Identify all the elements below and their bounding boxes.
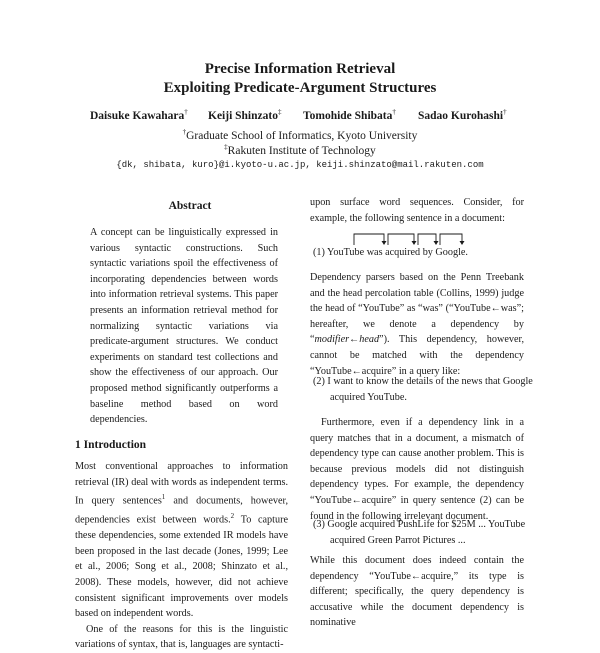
example-sentence-3: (3) Google acquired PushLife for $25M ... YouTube acquired Green Parrot Pictures ... (313, 519, 526, 546)
intro-paragraph-2: One of the reasons for this is the linguistic variations of syntax, that is, languages are syntacti- (75, 623, 288, 651)
intro-paragraph-1: Most conventional approaches to information retrieval (IR) deal with words as independent terms. In query sentences$^1$ and documents, however, dependencies exist between words.$^2$ To capture these dependencies, some extended IR models have been proposed in the last decade (Jones, 1999; Lee et al., 2006; Song et al., 2008; Shinzato et al., 2008). These models, however, did not achieve consistent significant improvements over models based on independent words. (75, 461, 289, 620)
dependency-arrows-diagram (350, 232, 470, 246)
abstract-heading: Abstract (168, 200, 212, 212)
right-paragraph-3: Furthermore, even if a dependency link in a query matches that in a document, a mismatch of dependency type can cause another problem. This is because previous models did not distinguish dependency types. For example, the dependency “YouTube←acquire” in query sentence (2) can be found in the following irrelevant document. (310, 417, 524, 522)
paper-title-line-1: Precise Information Retrieval (204, 61, 396, 77)
paper-title-line-2: Exploiting Predicate-Argument Structures (163, 80, 437, 96)
example-sentence-2: (2) I want to know the details of the news that Google acquired YouTube. (313, 376, 533, 403)
dependency-arrow-1 (354, 234, 384, 245)
footnote-mark-2: 2 (230, 512, 235, 521)
right-paragraph-2: Dependency parsers based on the Penn Treebank and the head percolation table (Collins, 1999) judge the head of “YouTube” as “was” (“YouTube←was”; hereafter, we denote a dependency by “modifier←head”). This dependency, however, cannot be matched with the dependency “YouTube←acquire” in a query like: (310, 272, 524, 377)
example-sentence-1: (1) YouTube was acquired by Google. (313, 247, 468, 258)
footnote-mark-1: 1 (161, 493, 166, 502)
right-paragraph-4: While this document does indeed contain the dependency “YouTube←acquire,” its type is different; specifically, the query dependency is accusative while the document dependency is nominative (310, 555, 524, 629)
dependency-arrow-4 (440, 234, 462, 245)
author-2: Keiji Shinzato‡ (208, 108, 282, 122)
affiliation-1: †Graduate School of Informatics, Kyoto University (182, 128, 418, 142)
affiliation-2: ‡Rakuten Institute of Technology (224, 143, 376, 157)
author-emails: {dk, shibata, kuro}@i.kyoto-u.ac.jp, keiji.shinzato@mail.rakuten.com (116, 160, 484, 170)
author-1: Daisuke Kawahara† (90, 108, 188, 122)
author-3: Tomohide Shibata† (303, 108, 396, 122)
right-paragraph-1: upon surface word sequences. Consider, for example, the following sentence in a document: (310, 197, 524, 224)
notation-modifier-head: modifier←head (314, 334, 380, 346)
dependency-arrow-2 (388, 234, 414, 245)
author-4: Sadao Kurohashi† (418, 108, 507, 122)
dependency-arrow-3 (418, 234, 436, 245)
abstract-text: A concept can be linguistically expressed in various syntactic constructions. Such syntactic variations spoil the effectiveness of incorporating dependencies between words into information retrieval systems. This paper presents an information retrieval method for normalizing syntactic variations via predicate-argument structures. We conduct experiments on standard test collections and show the effectiveness of our approach. Our proposed method significantly outperforms a baseline method based on word dependencies. (90, 227, 278, 426)
introduction-body (75, 459, 288, 653)
section-heading-introduction: 1 Introduction (75, 439, 147, 451)
